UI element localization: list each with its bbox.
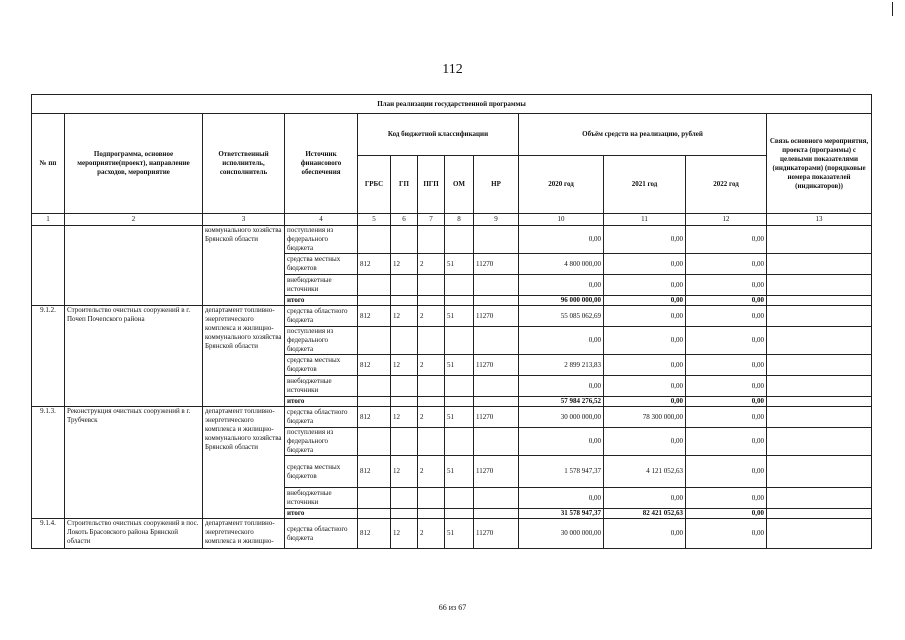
cell-source: итого [285, 509, 358, 519]
cell-link [767, 355, 872, 376]
cell-source: поступления из федерального бюджета [285, 327, 358, 355]
cell-om: 51 [445, 456, 474, 488]
table-row [32, 407, 872, 428]
cell-y2022: 0,00 [686, 254, 767, 275]
header-om: ОМ [445, 156, 474, 214]
cell-nr: 11270 [474, 456, 519, 488]
cell-link [767, 275, 872, 296]
cell-y2022: 0,00 [686, 376, 767, 397]
header-executor: Ответственный исполнитель, соисполнитель [203, 114, 285, 214]
cell-gp: 12 [391, 456, 418, 488]
cell-y2020: 57 984 276,52 [519, 397, 604, 407]
header-nr: НР [474, 156, 519, 214]
cell-nr [474, 376, 519, 397]
cell-om [445, 397, 474, 407]
cell-grbs [358, 226, 391, 254]
cell-pgp: 2 [418, 355, 445, 376]
page-footer: 66 из 67 [438, 603, 467, 612]
column-number: 2 [65, 214, 203, 226]
cell-gp [391, 226, 418, 254]
cell-link [767, 456, 872, 488]
cell-grbs: 812 [358, 254, 391, 275]
cell-pgp [418, 275, 445, 296]
cell-gp [391, 428, 418, 456]
cell-y2020: 0,00 [519, 275, 604, 296]
scan-edge-mark [892, 2, 893, 16]
header-2022: 2022 год [686, 156, 767, 214]
row-number: 9.1.3. [32, 407, 65, 519]
cell-pgp [418, 376, 445, 397]
cell-grbs: 812 [358, 355, 391, 376]
column-number: 10 [519, 214, 604, 226]
cell-y2021: 82 421 052,63 [604, 509, 686, 519]
cell-nr: 11270 [474, 407, 519, 428]
header-gp: ГП [391, 156, 418, 214]
table-row [32, 519, 872, 549]
cell-source: внебюджетные источники [285, 275, 358, 296]
cell-om [445, 296, 474, 306]
cell-link [767, 254, 872, 275]
cell-gp [391, 327, 418, 355]
cell-gp [391, 397, 418, 407]
cell-om [445, 327, 474, 355]
cell-y2022: 0,00 [686, 509, 767, 519]
cell-link [767, 226, 872, 254]
header-link: Связь основного мероприятия, проекта (программы) с целевыми показателями (индикаторами) (порядковые номера показателей (индикаторов)) [767, 114, 872, 214]
cell-y2020: 0,00 [519, 226, 604, 254]
cell-om: 51 [445, 306, 474, 327]
cell-om: 51 [445, 519, 474, 549]
cell-y2020: 30 000 000,00 [519, 519, 604, 549]
cell-link [767, 488, 872, 509]
program-plan-table [31, 94, 872, 549]
cell-om [445, 275, 474, 296]
column-number: 3 [203, 214, 285, 226]
cell-y2022: 0,00 [686, 306, 767, 327]
cell-om: 51 [445, 407, 474, 428]
cell-grbs: 812 [358, 407, 391, 428]
cell-y2020: 1 578 947,37 [519, 456, 604, 488]
cell-source: внебюджетные источники [285, 376, 358, 397]
cell-grbs [358, 275, 391, 296]
header-2021: 2021 год [604, 156, 686, 214]
cell-y2021: 0,00 [604, 275, 686, 296]
cell-grbs [358, 376, 391, 397]
cell-gp [391, 509, 418, 519]
row-executor: коммунального хозяйства Брянской области [203, 226, 285, 306]
cell-grbs [358, 327, 391, 355]
cell-source: итого [285, 296, 358, 306]
cell-gp: 12 [391, 407, 418, 428]
header-grbs: ГРБС [358, 156, 391, 214]
header-pgp: ПГП [418, 156, 445, 214]
cell-source: средства местных бюджетов [285, 254, 358, 275]
cell-nr: 11270 [474, 254, 519, 275]
cell-source: поступления из федерального бюджета [285, 226, 358, 254]
cell-y2020: 30 000 000,00 [519, 407, 604, 428]
cell-y2022: 0,00 [686, 397, 767, 407]
cell-pgp [418, 428, 445, 456]
cell-gp [391, 376, 418, 397]
cell-y2022: 0,00 [686, 456, 767, 488]
cell-source: внебюджетные источники [285, 488, 358, 509]
cell-source: средства местных бюджетов [285, 456, 358, 488]
cell-link [767, 376, 872, 397]
cell-y2021: 4 121 052,63 [604, 456, 686, 488]
cell-pgp: 2 [418, 254, 445, 275]
cell-grbs: 812 [358, 456, 391, 488]
cell-y2020: 0,00 [519, 488, 604, 509]
cell-nr [474, 428, 519, 456]
cell-y2020: 96 000 000,00 [519, 296, 604, 306]
header-source: Источник финансового обеспечения [285, 114, 358, 214]
cell-link [767, 296, 872, 306]
row-name: Строительство очистных сооружений в пос. Локоть Брасовского района Брянской области [65, 519, 203, 549]
row-executor: департамент топливно-энергетического комплекса и жилищно-коммунального хозяйства Брянской области [203, 306, 285, 407]
column-number: 11 [604, 214, 686, 226]
cell-grbs: 812 [358, 306, 391, 327]
cell-nr [474, 275, 519, 296]
cell-y2020: 2 899 213,83 [519, 355, 604, 376]
cell-y2022: 0,00 [686, 407, 767, 428]
cell-source: средства местных бюджетов [285, 355, 358, 376]
cell-link [767, 509, 872, 519]
cell-y2021: 0,00 [604, 355, 686, 376]
column-number: 5 [358, 214, 391, 226]
cell-link [767, 397, 872, 407]
column-number: 13 [767, 214, 872, 226]
cell-nr [474, 509, 519, 519]
row-name: Строительство очистных сооружений в г. Почеп Почепского района [65, 306, 203, 407]
cell-gp: 12 [391, 306, 418, 327]
cell-y2021: 0,00 [604, 296, 686, 306]
cell-nr [474, 488, 519, 509]
cell-y2021: 0,00 [604, 428, 686, 456]
cell-grbs [358, 296, 391, 306]
cell-source: итого [285, 397, 358, 407]
cell-pgp: 2 [418, 306, 445, 327]
cell-y2021: 0,00 [604, 306, 686, 327]
cell-source: средства областного бюджета [285, 306, 358, 327]
cell-y2022: 0,00 [686, 355, 767, 376]
cell-y2021: 78 300 000,00 [604, 407, 686, 428]
cell-pgp [418, 296, 445, 306]
cell-gp: 12 [391, 355, 418, 376]
cell-source: средства областного бюджета [285, 519, 358, 549]
column-number: 7 [418, 214, 445, 226]
column-number: 4 [285, 214, 358, 226]
cell-nr [474, 327, 519, 355]
cell-y2020: 0,00 [519, 428, 604, 456]
cell-y2021: 0,00 [604, 376, 686, 397]
table-row [32, 306, 872, 327]
row-number: 9.1.2. [32, 306, 65, 407]
cell-link [767, 327, 872, 355]
cell-y2021: 0,00 [604, 327, 686, 355]
cell-gp [391, 275, 418, 296]
header-budget-code: Код бюджетной классификации [358, 114, 519, 156]
column-number: 6 [391, 214, 418, 226]
cell-nr: 11270 [474, 519, 519, 549]
cell-y2021: 0,00 [604, 488, 686, 509]
cell-om: 51 [445, 254, 474, 275]
cell-om [445, 428, 474, 456]
cell-gp: 12 [391, 519, 418, 549]
row-executor: департамент топливно-энергетического комплекса и жилищно-коммунального хозяйства Брянской области [203, 407, 285, 519]
column-number: 9 [474, 214, 519, 226]
cell-y2020: 31 578 947,37 [519, 509, 604, 519]
cell-grbs: 812 [358, 519, 391, 549]
column-number: 8 [445, 214, 474, 226]
cell-y2021: 0,00 [604, 519, 686, 549]
table-title: План реализации государственной программы [32, 95, 872, 114]
cell-nr: 11270 [474, 355, 519, 376]
cell-grbs [358, 509, 391, 519]
cell-pgp: 2 [418, 519, 445, 549]
cell-source: средства областного бюджета [285, 407, 358, 428]
cell-y2020: 55 085 062,69 [519, 306, 604, 327]
cell-y2022: 0,00 [686, 275, 767, 296]
cell-om [445, 509, 474, 519]
cell-gp [391, 488, 418, 509]
header-2020: 2020 год [519, 156, 604, 214]
header-num: № пп [32, 114, 65, 214]
cell-nr [474, 397, 519, 407]
cell-nr [474, 296, 519, 306]
cell-source: поступления из федерального бюджета [285, 428, 358, 456]
cell-grbs [358, 428, 391, 456]
cell-y2022: 0,00 [686, 519, 767, 549]
cell-y2021: 0,00 [604, 397, 686, 407]
cell-pgp [418, 488, 445, 509]
header-name: Подпрограмма, основное мероприятие(проект), направление расходов, мероприятие [65, 114, 203, 214]
cell-link [767, 407, 872, 428]
row-number: 9.1.4. [32, 519, 65, 549]
row-name: Реконструкция очистных сооружений в г. Трубчевск [65, 407, 203, 519]
cell-y2021: 0,00 [604, 226, 686, 254]
cell-pgp [418, 327, 445, 355]
cell-y2022: 0,00 [686, 488, 767, 509]
cell-pgp: 2 [418, 407, 445, 428]
row-name [65, 226, 203, 306]
cell-y2022: 0,00 [686, 226, 767, 254]
header-volume: Объём средств на реализацию, рублей [519, 114, 767, 156]
cell-nr: 11270 [474, 306, 519, 327]
table-row [32, 226, 872, 254]
row-number [32, 226, 65, 306]
cell-nr [474, 226, 519, 254]
column-number: 1 [32, 214, 65, 226]
page-number: 112 [442, 62, 463, 77]
cell-pgp [418, 397, 445, 407]
cell-link [767, 428, 872, 456]
cell-y2020: 0,00 [519, 327, 604, 355]
cell-pgp [418, 509, 445, 519]
cell-gp: 12 [391, 254, 418, 275]
cell-y2020: 4 800 000,00 [519, 254, 604, 275]
row-executor: департамент топливно-энергетического комплекса и жилищно- [203, 519, 285, 549]
cell-grbs [358, 488, 391, 509]
cell-om: 51 [445, 355, 474, 376]
column-number: 12 [686, 214, 767, 226]
cell-y2021: 0,00 [604, 254, 686, 275]
cell-link [767, 306, 872, 327]
cell-pgp [418, 226, 445, 254]
cell-y2020: 0,00 [519, 376, 604, 397]
cell-grbs [358, 397, 391, 407]
cell-gp [391, 296, 418, 306]
cell-link [767, 519, 872, 549]
cell-y2022: 0,00 [686, 428, 767, 456]
cell-y2022: 0,00 [686, 296, 767, 306]
cell-om [445, 226, 474, 254]
cell-om [445, 376, 474, 397]
cell-om [445, 488, 474, 509]
cell-y2022: 0,00 [686, 327, 767, 355]
cell-pgp: 2 [418, 456, 445, 488]
